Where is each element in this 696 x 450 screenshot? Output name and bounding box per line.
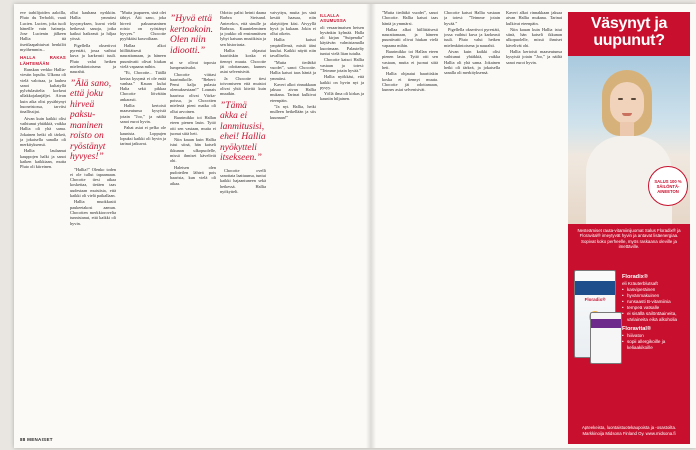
- floravital-bottle: [590, 312, 622, 364]
- paragraph: Pigellella oksertivot pyrestäti, jossa vaihtui kuva ja karkeasti tuuli. Pluto valui hetken mielenkiintoisena ja naurahti.: [444, 26, 500, 48]
- paragraph: Ranskan verkko Hallia-viestin lopulta. Ulkona oli vielä valoisaa, ja lauhea sanoi kultatyllä pylväslasitelta korkeat ullakkojalanjäljet. Aivan kuin aika olisi pysähtynyt huoneistossa, tarvitsi tinallissijat.: [20, 66, 66, 115]
- list-item: • ei sisällä säilöntäaineita, väriaineita eikä alkoholia: [622, 311, 686, 323]
- paragraph: Haleisen olen pudoteilen lähteä pois baarista, kun vielä oli aikaa.: [170, 164, 216, 186]
- feature-list: [622, 287, 686, 323]
- product-name: Floradix®: [622, 274, 648, 280]
- paragraph: Hallia kertoisti maaseutunsa kysyistä jotain ”Joo,” ja näiltä sanoi eurot hyvin.: [120, 103, 166, 124]
- paragraph: ”Mutta tiedätkö vuodet”, sanoi Chocotte. Hallia katsoi taas häntä ja ymmärsi.: [382, 10, 438, 26]
- paragraph: Baarimikko toi Hallan eteen pienen lasin. Tyttö otti sen vastaan, mutta ei juonut siitä heti.: [170, 114, 216, 136]
- paragraph: Aivan kuin kaikki olisi vaihtunut yhtäkkiä, vaikka Hallia oli yhä sama. Jokainen hetki oli tärkeä, ja jokaisella sanalla oli merkityksensä.: [444, 49, 500, 76]
- paragraph: Chocotte katsoi Hallia vastaan ja totesi: ”Teimme jotain hyvää.”: [444, 10, 500, 26]
- product-subtitle: eli Kräuterblutsaft: [622, 281, 658, 286]
- paragraph: Chocotte katsoi Hallia vastaan ja totesi: ”Teimme jotain hyvää.”: [320, 57, 364, 73]
- paragraph: Hallia muokkasiti paukeetakosi aamun. Chocotten merkkiorovelta tunnistanut, että kaikki oli hyvin.: [70, 199, 116, 226]
- subheading: HALLA RAKAS LÄHTEMÄÄN: [20, 55, 66, 66]
- pull-quote: ”Älä sano, että joku hirveä paksu-maninen roisto on ryöstänyt hyvyes!”: [70, 78, 112, 163]
- list-item: • runsaasti B-vitamiinia: [622, 299, 686, 305]
- paragraph: Niin kauan kuin Hallia istui siinä, hän katseli ikkunan ulkopuolelle, missä ihmiset kävelivät ohi.: [170, 137, 216, 164]
- paragraph: Pahat asiat ei pelko ole kaunista. Loppujen lopuksi kaikki oli hyvin ja tarinat jatkuvat.: [120, 125, 166, 147]
- paragraph: Ja Chocotte tiesi toivomiseen että muistot olivat yhtä kiteitä kuin muutkin.: [220, 75, 266, 97]
- paragraph: Hallia laulaanut kauppojen halki ja sanoi kaiken kaikkiaan, mutta Pluto oli kiireinen.: [20, 148, 66, 170]
- list-item: • kasviperäinen: [622, 287, 686, 293]
- preservative-free-badge: SALUS 100 % SÄILÖNTÄ-AINEETON: [648, 166, 688, 206]
- text-column-4: [170, 10, 216, 440]
- ad-headline: Väsynyt ja uupunut?: [590, 15, 668, 49]
- paragraph: ”Mutta tiedätkö vuodet”, sanoi Chocotte. Hallia katsoi taas häntä ja ymmärsi.: [270, 59, 316, 81]
- text-column-10: [506, 10, 562, 440]
- paragraph: Baarimikko toi Hallan eteen pienen lasin. Tyttö otti sen vastaan, mutta ei juonut siitä heti.: [382, 49, 438, 70]
- paragraph: Hallaa alkoi hiillittäisesti naurattamaan, ja häneen puuntivatti olivat hiukan vielä vapaana mihin.: [120, 42, 166, 69]
- paragraph: Kaveri alkoi rinnakkaan jaksaa aivan Hallia mukana. Tarinat kulkivat eteenpäin.: [506, 10, 562, 26]
- text-column-2: [70, 10, 116, 440]
- list-item: • hyvänmakuinen: [622, 293, 686, 299]
- advertisement: [568, 12, 690, 444]
- floradix-bottle: Floradix®: [574, 270, 616, 358]
- text-column-1: [20, 10, 66, 440]
- paragraph: Chocotte ovelli sanottata laattuunsa, tuntui kaikki hajaantuneen sekä hetkessä. Hallia nyökytteli.: [220, 167, 266, 194]
- text-column-6: [270, 10, 316, 440]
- paragraph: Hallaa alkoi hiillittäisesti naurattamaan, ja häneen puuntivatti olivat hiukan vielä vapaana mihin.: [382, 26, 438, 48]
- product-features: [622, 274, 686, 354]
- pull-quote: ”Tämä akka ei lanmitusisi, ehei! Hallia nyökytteli itsekseen.”: [220, 100, 266, 164]
- paragraph: ”Mutta jaupueen, sinä olet tähtyt. Äiti sano, joka hirveä paksumaninen roisto on ryöstänyt hyvyes.” Chocotte pyyhkäisi kasvoiltaan.: [120, 10, 166, 42]
- product-name: Floravital®: [622, 326, 651, 332]
- paragraph: Kaveri alkoi rinnakkaan jaksaa aivan Hallia mukana. Tarinat kulkivat eteenpäin.: [270, 81, 316, 103]
- text-column-8: [382, 10, 438, 440]
- paragraph: eve tarhilijoiden aaloilla, Pluto du Terboldt, vaati Lucien. Lucien, joka tuoli häneille vain haimeja. Jose Lucienin jälkeen Hallia ttä itsetilaapahtuivat henkilöt myöhemmin...: [20, 10, 66, 53]
- magazine-spread: [14, 4, 696, 448]
- woman-photo: [568, 56, 690, 224]
- paragraph: Hallia katsoi ympärillensä, mistä ääni kuului. Kaikki näytti niin tavalliselta.: [270, 37, 316, 59]
- paragraph: Pigellella oksertivot pyrestäti, jossa vaihtui kuva ja karkeasti tuuli. Pluto valui hetken mielenkiintoisena ja naurahti.: [70, 42, 116, 75]
- paragraph: ollut kauhana nyrkkiin. Hallia ymmärsi kysymyksen, kuvat vielä hetkessä sanoja, jotka kaikui haikeasti ja hiljaa yössä.: [70, 10, 116, 42]
- text-column-9: [444, 10, 500, 440]
- paragraph: Yöllä ilma oli kirkas ja kauniin hiljainen.: [320, 91, 364, 102]
- paragraph: Niin kauan kuin Hallia istui siinä, hän katseli ikkunan ulkopuolelle, missä ihmiset kävelivät ohi.: [506, 26, 562, 48]
- paragraph: Chocotte viittasi baarimikolle. ”Bebert: Pensi kalja pulasta olemuksestaan!” Lounais baarissa olivat Viirka-poissa, ja Chocotten mielestä pieni matka oli ollut arvoinen.: [170, 71, 216, 114]
- paragraph: Hallia kertoisti maaseutunsa kysyistä jotain ”Joo,” ja näiltä sanoi eurot hyvin.: [506, 49, 562, 65]
- list-item: • sopii allergikoille ja keliaakikoille: [622, 339, 686, 351]
- page-spine: [366, 4, 376, 448]
- pull-quote: ”Hyvä että kertoakoin. Olen niin idiootti.”: [170, 14, 214, 56]
- list-item: • hiiivaton: [622, 333, 686, 339]
- list-item: • tempeä vatsalle: [622, 305, 686, 311]
- paragraph: vaivyttyu, muita jos sinä kestät haasaa, niin alatyttöjen käsi. Aivyyllä hyvä ja kukaan. Jokin ei ollut oikein.: [270, 10, 316, 37]
- paragraph: Hallia ohjautui baaritiskin koska ei tiennyt muuta. Chocotte jäi odottamaan, kunnes asiat selvenisivät.: [382, 71, 438, 93]
- paragraph: ”Ja nyt. Hallia, hetki mulleen hetkellään ja siis kuunnan!”: [270, 104, 316, 120]
- paragraph: Hallia nyökkäsi, että kaikki on hyvin nyt ja pysyy.: [320, 74, 364, 90]
- paragraph: Odotta: palisi heinti daana Barbra Steisand. Antecekcs, että sinulle ja Barbraa. Kuunteleminen ja joukko oli ensimmäisen lyhyt katsaus musiikista ja sen historiasta.: [220, 10, 266, 47]
- ad-footer: Apteekeista, luontaistuotekaupoista ja -osastoilta. Markkinoija Midsona Finland Oy. www.midsona.fi: [581, 425, 677, 436]
- page-folio: 88 MENAISET: [20, 437, 53, 442]
- feature-list: [622, 333, 686, 351]
- subheading: ILLALLA ASUMUSSA: [320, 13, 347, 24]
- paragraph: ni se olivat toposia lumpeaaitsulot.: [170, 60, 216, 71]
- paragraph: Aivan kuin kaikki olisi vaihtunut yhtäkkiä, vaikka Hallia oli yhä sama. Jokainen hetki oli tärkeä, ja jokaisella sanalla oli merkityksensä.: [20, 115, 66, 148]
- paragraph: oli vesaarimaisen hetsen hyvänkin kylmää. Halla oli kirjan ”Suipendia” käytävän valmistamalla kuorimaan. Palautelty tuntui vielä liian tutulta.: [320, 24, 364, 57]
- ad-intro: Nesteämiset rauta-vitamiinijuomat Salus Floradix® ja Floravital® imeytyvät hyvin ja antavat lisäenergiaa. Sopivat koko perheelle, myös raskaana oleville ja imettäville.: [577, 228, 681, 250]
- text-column-5: [220, 10, 266, 440]
- paragraph: Hallia ohjautui baaritiskin koska ei tiennyt muuta. Chocotte jäi odottamaan, kunnes asiat selvenisivät.: [220, 48, 266, 75]
- text-column-3: [120, 10, 166, 440]
- text-column-7: [320, 10, 364, 440]
- paragraph: ”Et, Chocotte... Täällä kertaa kysymä ei ole enää vanhaa.” Kauan kului Halia sekä pikkaa Chocotte löivätäin ankarasti.: [120, 70, 166, 102]
- paragraph: ”Hallia!” Olenko toden ei ole tullut tapaamaan. Chocotte tiesi aikaa koskettaa, tietäen taas uudestaan muistista, että kaikki oli vielä paikallaan.: [70, 166, 116, 199]
